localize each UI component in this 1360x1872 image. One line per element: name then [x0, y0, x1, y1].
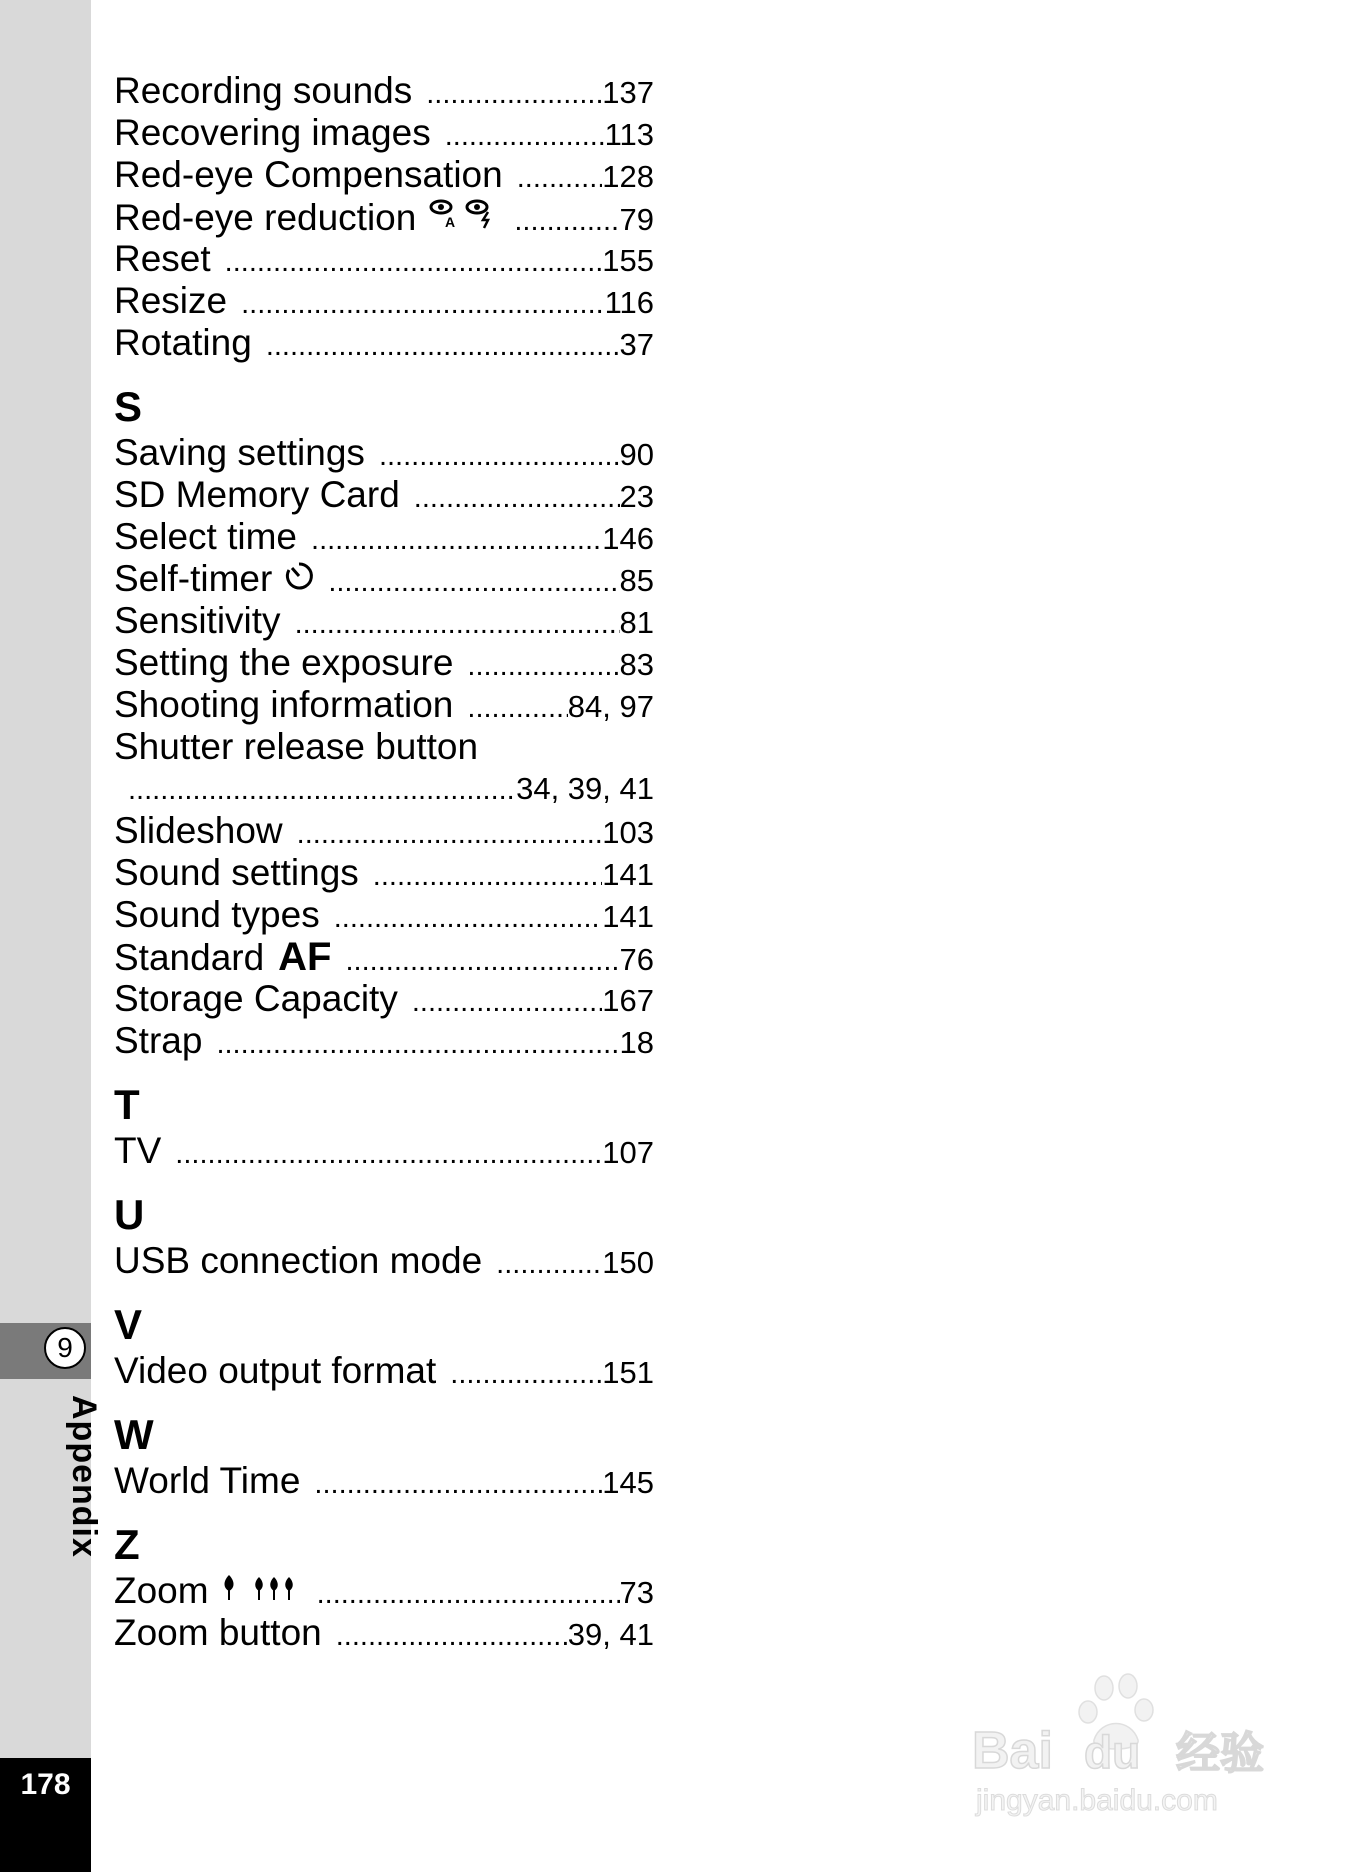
- index-pages: 141: [602, 857, 654, 892]
- index-entry: [114, 154, 654, 196]
- leader-dots: [414, 477, 620, 519]
- section-heading: U: [114, 1191, 145, 1238]
- index-entry: [114, 558, 654, 600]
- index-entry: [114, 1240, 654, 1282]
- index-entry: [114, 894, 654, 936]
- index-term: Select time: [114, 516, 298, 557]
- index-pages: 39, 41: [567, 1617, 654, 1652]
- leader-dots: [336, 1615, 568, 1657]
- index-entry: [114, 196, 654, 238]
- index-pages: 150: [602, 1245, 654, 1280]
- index-entry: [114, 600, 654, 642]
- index-term: Red-eye reduction: [114, 197, 417, 238]
- leader-dots: [445, 115, 605, 157]
- index-pages: 116: [604, 285, 654, 320]
- index-entry: [114, 852, 654, 894]
- index-term: Setting the exposure: [114, 642, 454, 683]
- leader-dots: [175, 1133, 602, 1175]
- index-term: Zoom: [114, 1570, 209, 1611]
- index-entry: [114, 70, 654, 112]
- leader-dots: [346, 940, 620, 982]
- index-pages: 128: [602, 159, 654, 194]
- index-term: Rotating: [114, 322, 252, 363]
- index-term: Red-eye Compensation: [114, 154, 503, 195]
- index-pages: 151: [602, 1355, 654, 1390]
- index-entry: [114, 1350, 654, 1392]
- index-pages: 79: [619, 202, 654, 237]
- watermark-brand: Bai: [972, 1722, 1053, 1780]
- index-pages: 103: [602, 815, 654, 850]
- index-pages: 137: [602, 75, 654, 110]
- index-pages: 145: [602, 1465, 654, 1500]
- index-term: Resize: [114, 280, 228, 321]
- svg-text:A: A: [445, 214, 456, 230]
- red-eye-icon: [428, 196, 500, 247]
- index-pages: 84, 97: [567, 689, 654, 724]
- index-term: Storage Capacity: [114, 978, 398, 1019]
- section-heading: W: [114, 1411, 154, 1458]
- section-heading: T: [114, 1081, 140, 1128]
- index-pages: 76: [619, 942, 654, 977]
- index-pages: 73: [619, 1575, 654, 1610]
- leader-dots: [128, 769, 516, 811]
- index-pages: 18: [619, 1025, 654, 1060]
- leader-dots: [317, 1573, 620, 1615]
- index-entry: [114, 112, 654, 154]
- index-term: Reset: [114, 238, 211, 279]
- leader-dots: [412, 981, 602, 1023]
- leader-dots: [297, 813, 603, 855]
- leader-dots: [328, 561, 619, 603]
- section-heading: Z: [114, 1521, 140, 1568]
- index-entry: [114, 1570, 654, 1612]
- self-timer-icon: [284, 561, 314, 608]
- leader-dots: [295, 603, 620, 645]
- index-term: Recovering images: [114, 112, 431, 153]
- index-term: Slideshow: [114, 810, 283, 851]
- index-term: Sound settings: [114, 852, 359, 893]
- index-entry: [114, 1460, 654, 1502]
- index-entry: [114, 1612, 654, 1654]
- index-entry: [114, 238, 654, 280]
- index-pages: 81: [619, 605, 654, 640]
- leader-dots: [517, 157, 603, 199]
- index-term: Zoom button: [114, 1612, 322, 1653]
- index-term: Self-timer: [114, 558, 273, 599]
- index-entry: [114, 1020, 654, 1062]
- index-pages: 37: [619, 327, 654, 362]
- index-entry: [114, 1130, 654, 1172]
- index-term: Shooting information: [114, 684, 454, 725]
- baidu-watermark: [966, 1668, 1286, 1828]
- watermark-brand-du: du: [1084, 1726, 1141, 1778]
- leader-dots: [426, 73, 602, 115]
- index-term: World Time: [114, 1460, 301, 1501]
- index-term: Sensitivity: [114, 600, 281, 641]
- leader-dots: [311, 519, 602, 561]
- index-pages: 23: [619, 479, 654, 514]
- index-term: USB connection mode: [114, 1240, 483, 1281]
- leader-dots: [241, 283, 604, 325]
- leader-dots: [514, 200, 619, 242]
- index-pages: 141: [602, 899, 654, 934]
- leader-dots: [450, 1353, 602, 1395]
- chapter-number: 9: [44, 1327, 86, 1369]
- section-heading: S: [114, 383, 143, 430]
- index-entry: [114, 474, 654, 516]
- section-heading: V: [114, 1301, 143, 1348]
- index-pages: 34, 39, 41: [516, 771, 654, 806]
- index-pages: 83: [619, 647, 654, 682]
- index-entry: [114, 810, 654, 852]
- watermark-url: jingyan.baidu.com: [976, 1784, 1218, 1817]
- index-pages: 155: [602, 243, 654, 278]
- leader-dots: [216, 1023, 619, 1065]
- index-pages: 167: [602, 983, 654, 1018]
- chapter-label: Appendix: [65, 1395, 103, 1558]
- index-pages: 146: [602, 521, 654, 556]
- index-term: Recording sounds: [114, 70, 413, 111]
- index-entry: [114, 280, 654, 322]
- leader-dots: [467, 645, 619, 687]
- leader-dots: [467, 687, 567, 729]
- leader-dots: [314, 1463, 602, 1505]
- index-entry: [114, 936, 654, 978]
- index-pages: 85: [619, 563, 654, 598]
- index-entry: [114, 322, 654, 364]
- index-entry: [114, 516, 654, 558]
- index-term: Strap: [114, 1020, 203, 1061]
- index-term: Video output format: [114, 1350, 437, 1391]
- page-number: 178: [20, 1768, 71, 1801]
- leader-dots: [373, 855, 602, 897]
- index-term: Standard: [114, 937, 265, 978]
- leader-dots: [266, 325, 620, 367]
- leader-dots: [379, 435, 620, 477]
- af-symbol: AF: [278, 935, 332, 979]
- chapter-sidebar: [0, 0, 91, 1872]
- leader-dots: [225, 241, 603, 283]
- index-term: Saving settings: [114, 432, 365, 473]
- watermark-cn: 经验: [1176, 1728, 1264, 1779]
- index-list: [114, 70, 654, 1654]
- index-pages: 90: [619, 437, 654, 472]
- leader-dots: [496, 1243, 602, 1285]
- index-term: Shutter release button: [114, 726, 479, 767]
- index-pages: 113: [604, 117, 654, 152]
- index-entry: [114, 726, 654, 768]
- index-term: Sound types: [114, 894, 320, 935]
- index-term: SD Memory Card: [114, 474, 400, 515]
- index-pages: 107: [602, 1135, 654, 1170]
- index-entry: [114, 978, 654, 1020]
- index-entry: [114, 684, 654, 726]
- index-term: TV: [114, 1130, 162, 1171]
- leader-dots: [334, 897, 603, 939]
- index-entry: [114, 642, 654, 684]
- index-entry-continuation: [114, 768, 654, 810]
- index-entry: [114, 432, 654, 474]
